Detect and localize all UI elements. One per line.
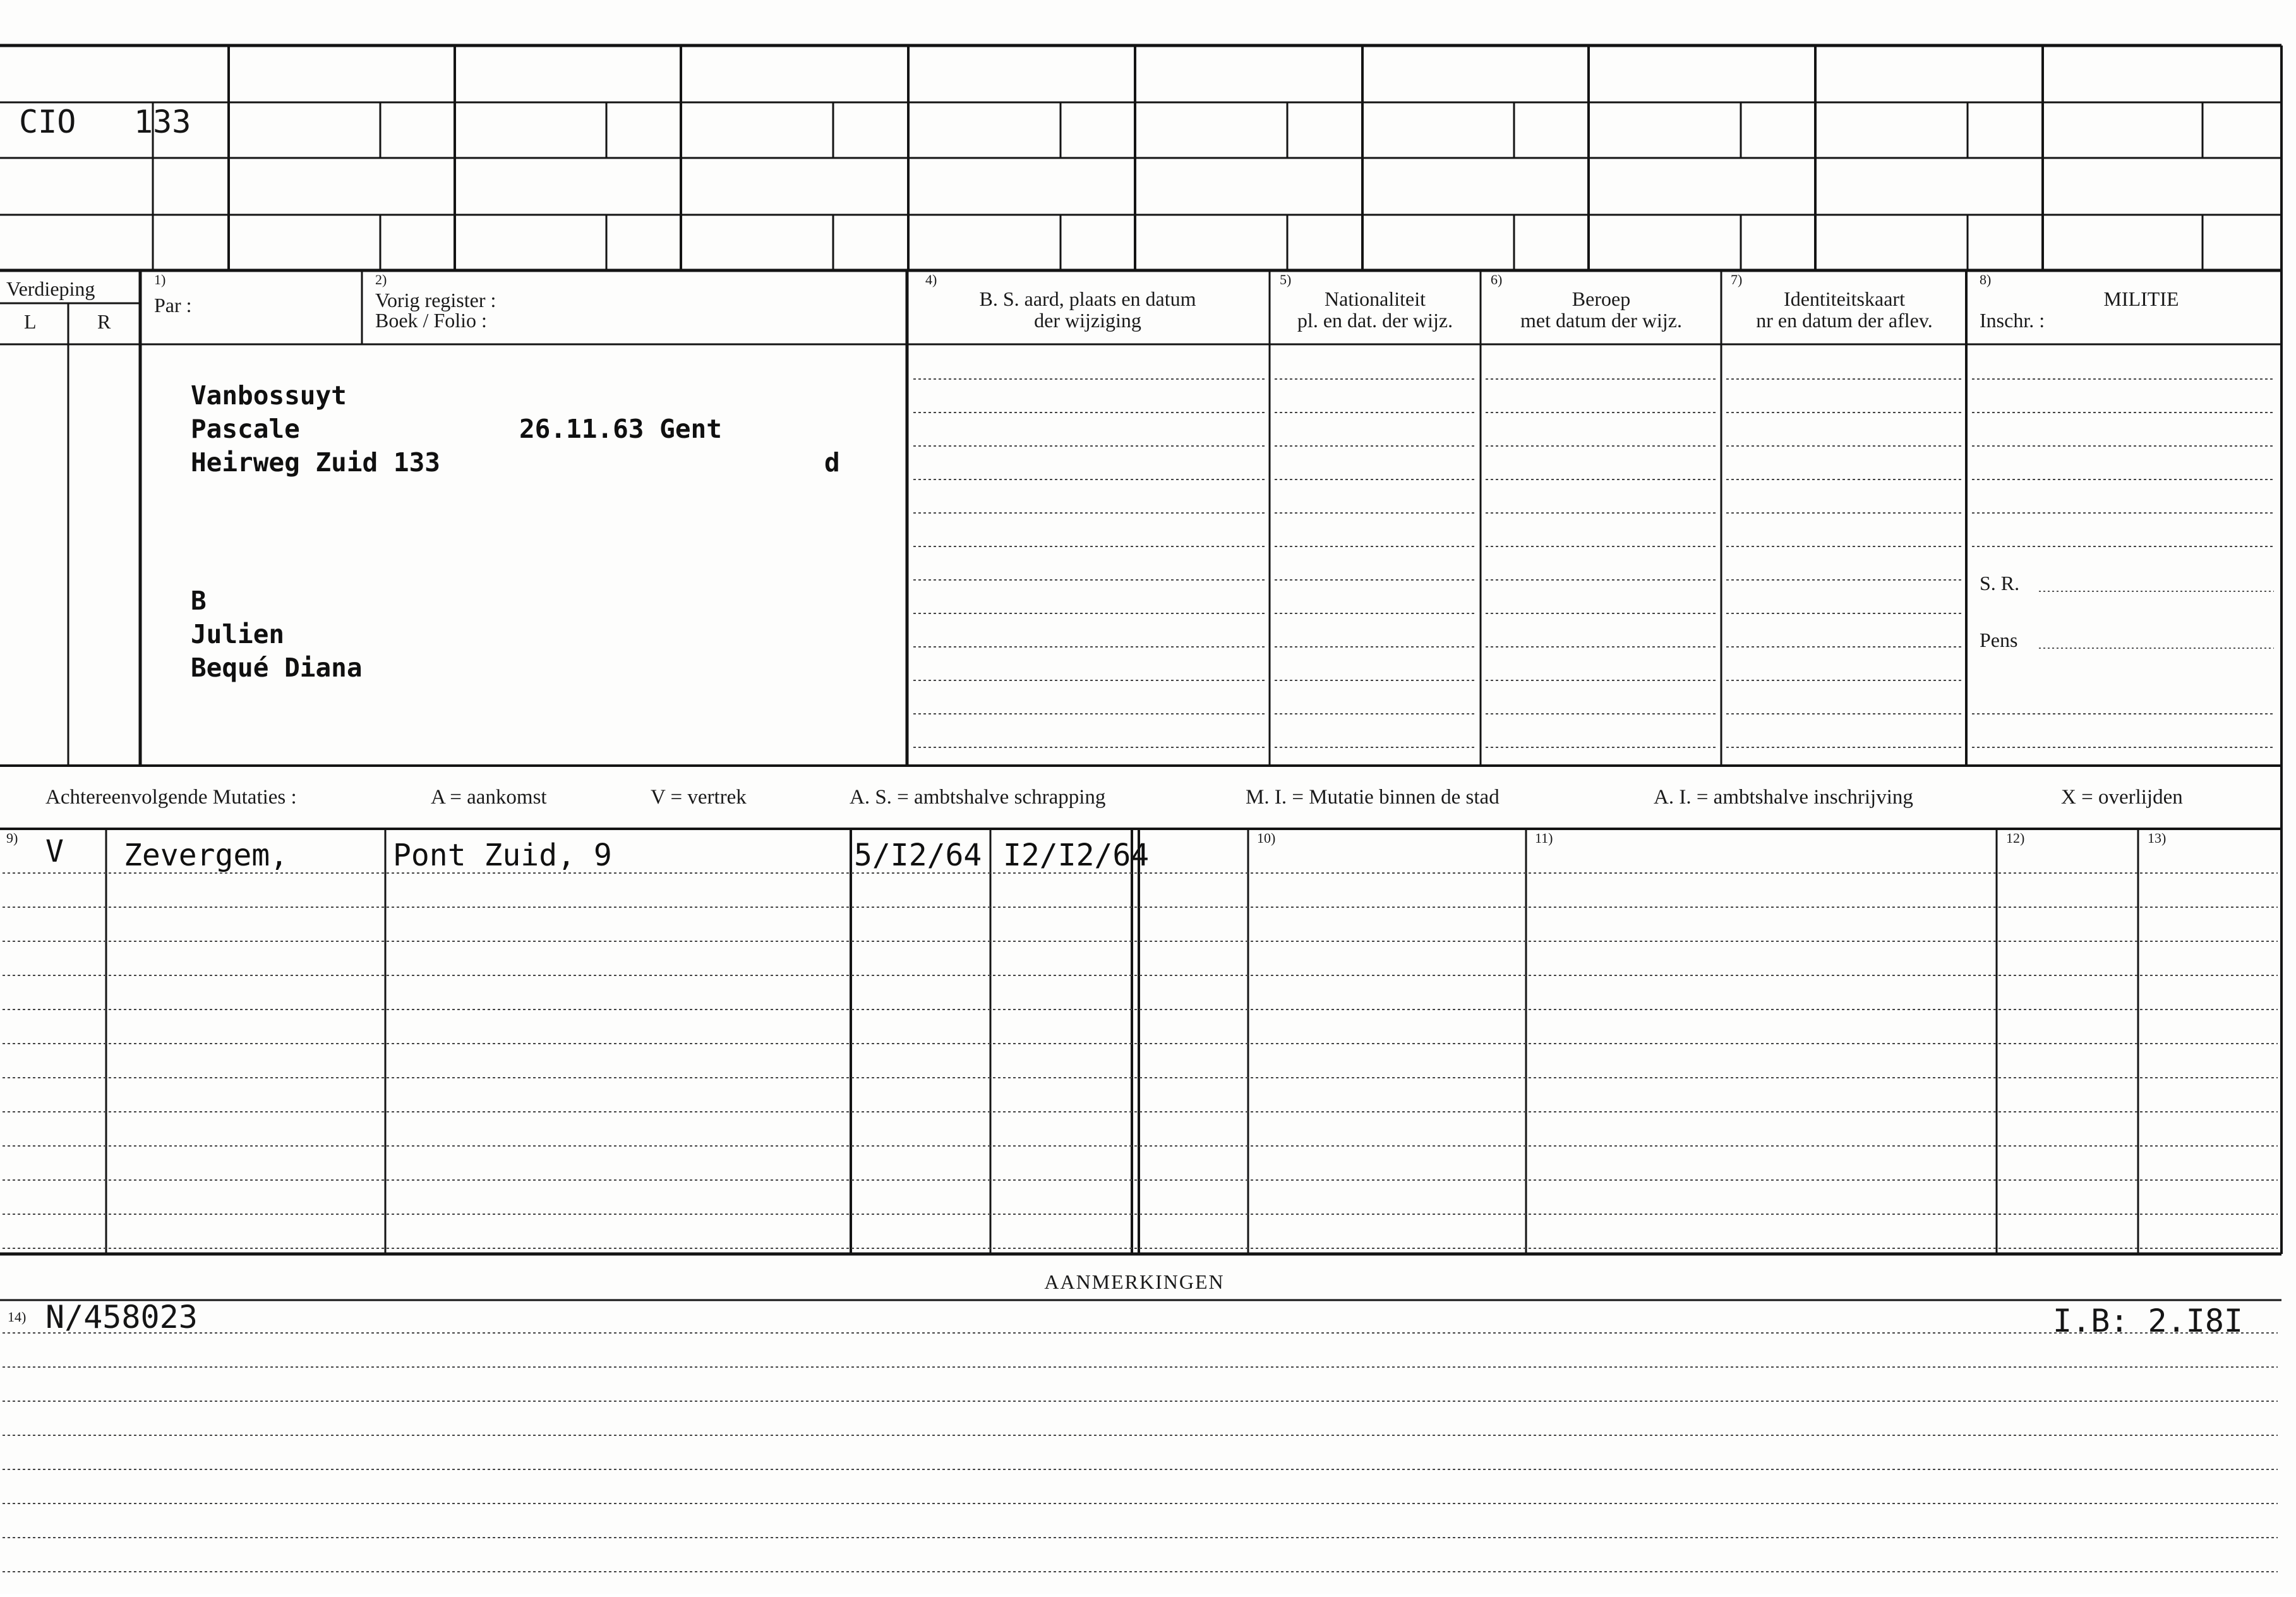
remarks-reference: N/458023 bbox=[45, 1299, 198, 1335]
firstname: Pascale bbox=[191, 414, 300, 444]
mutations-table-lines bbox=[0, 829, 2281, 1254]
remarks-dotted-lines bbox=[3, 1333, 2278, 1572]
col7-number: 7) bbox=[1731, 272, 1743, 287]
col5-number: 5) bbox=[1280, 272, 1292, 287]
legend-ambtshalve-inschrijving: A. I. = ambtshalve inschrijving bbox=[1654, 786, 1913, 809]
mother-name: Bequé Diana bbox=[191, 653, 363, 683]
legend-vertrek: V = vertrek bbox=[651, 786, 747, 809]
mut-col12-number: 12) bbox=[2006, 830, 2025, 846]
sr-label: S. R. bbox=[1980, 572, 2020, 594]
remarks-ib: I.B: 2.I8I bbox=[2053, 1303, 2244, 1339]
verdieping-r-label: R bbox=[97, 310, 111, 333]
col6-label-1: Beroep bbox=[1572, 287, 1631, 310]
mutation-legend bbox=[45, 786, 2183, 809]
mut-col10-number: 10) bbox=[1257, 830, 1276, 846]
registration-section-lines bbox=[0, 270, 2281, 766]
col4-number: 4) bbox=[925, 272, 937, 287]
col5-label-2: pl. en dat. der wijz. bbox=[1297, 309, 1453, 332]
dotted-entry-lines bbox=[913, 379, 2274, 747]
inschr-label: Inschr. : bbox=[1980, 309, 2045, 332]
address: Heirweg Zuid 133 bbox=[191, 447, 440, 478]
col8-number: 8) bbox=[1980, 272, 1992, 287]
surname: Vanbossuyt bbox=[191, 380, 347, 411]
col1-label: Par : bbox=[154, 294, 192, 316]
col7-label-1: Identiteitskaart bbox=[1784, 287, 1905, 310]
remarks-title: AANMERKINGEN bbox=[1044, 1270, 1225, 1293]
pens-label: Pens bbox=[1980, 629, 2018, 651]
legend-aankomst: A = aankomst bbox=[431, 786, 547, 809]
mutation-date-2: I2/I2/64 bbox=[1003, 838, 1150, 873]
verdieping-l-label: L bbox=[24, 310, 37, 333]
mut-col9-number: 9) bbox=[6, 830, 18, 846]
col2-number: 2) bbox=[375, 272, 387, 287]
col1-number: 1) bbox=[154, 272, 166, 287]
legend-title: Achtereenvolgende Mutaties : bbox=[45, 786, 297, 809]
mut-col13-number: 13) bbox=[2148, 830, 2167, 846]
mut-col11-number: 11) bbox=[1535, 830, 1553, 846]
col6-number: 6) bbox=[1491, 272, 1503, 287]
father-name: Julien bbox=[191, 619, 285, 649]
remarks-number: 14) bbox=[8, 1309, 27, 1325]
mutation-municipality: Zevergem, bbox=[124, 838, 289, 873]
verdieping-label: Verdieping bbox=[6, 277, 95, 300]
mutation-type: V bbox=[45, 834, 64, 869]
col4-label-1: B. S. aard, plaats en datum bbox=[979, 287, 1196, 310]
card-code: CIO bbox=[19, 104, 76, 140]
col7-label-2: nr en datum der aflev. bbox=[1756, 309, 1933, 332]
col2-label-1: Vorig register : bbox=[375, 289, 496, 311]
card-number: 133 bbox=[134, 104, 191, 140]
top-register-grid bbox=[0, 45, 2281, 1254]
legend-overlijden: X = overlijden bbox=[2061, 786, 2183, 809]
mutation-street: Pont Zuid, 9 bbox=[393, 838, 612, 873]
mutation-date-1: 5/I2/64 bbox=[854, 838, 982, 873]
col4-label-2: der wijziging bbox=[1034, 309, 1141, 332]
legend-ambtshalve-schrapping: A. S. = ambtshalve schrapping bbox=[850, 786, 1106, 809]
col6-label-2: met datum der wijz. bbox=[1520, 309, 1682, 332]
legend-mutatie-binnen-stad: M. I. = Mutatie binnen de stad bbox=[1246, 786, 1500, 809]
col2-label-2: Boek / Folio : bbox=[375, 309, 487, 332]
sex: d bbox=[824, 447, 840, 478]
col5-label-1: Nationaliteit bbox=[1325, 287, 1426, 310]
militie-label: MILITIE bbox=[2103, 287, 2179, 310]
parent-initial: B bbox=[191, 586, 207, 616]
birth-date-place: 26.11.63 Gent bbox=[519, 414, 722, 444]
